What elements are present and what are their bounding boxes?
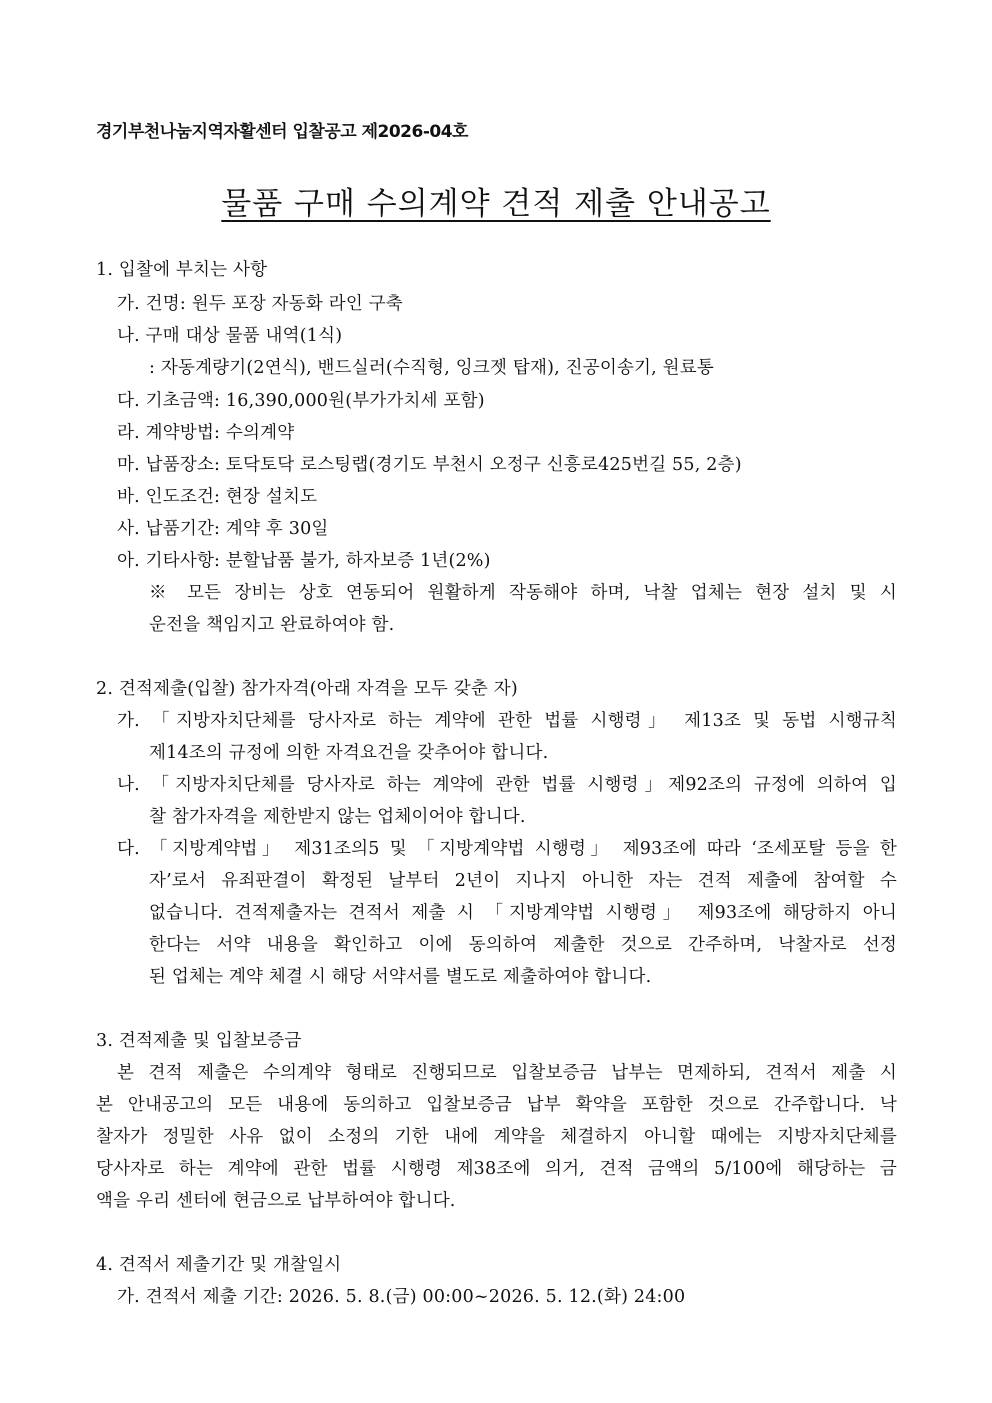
s3-paragraph-line-5: 액을 우리 센터에 현금으로 납부하여야 합니다. bbox=[96, 1191, 456, 1211]
section-1-heading: 1. 입찰에 부치는 사항 bbox=[96, 260, 268, 280]
section-3-heading: 3. 견적제출 및 입찰보증금 bbox=[96, 1031, 302, 1051]
s2-item-b-line-1: 나. 「지방자치단체를 당사자로 하는 계약에 관한 법률 시행령」제92조의 규정에 의하여 입 bbox=[117, 775, 897, 795]
s1-item-delivery-period: 사. 납품기간: 계약 후 30일 bbox=[117, 519, 329, 539]
s4-item-submission-period: 가. 견적서 제출 기간: 2026. 5. 8.(금) 00:00~2026. 5. 12.(화) 24:00 bbox=[117, 1287, 686, 1307]
s3-paragraph-line-1: 본 견적 제출은 수의계약 형태로 진행되므로 입찰보증금 납부는 면제하되, 견적서 제출 시 bbox=[117, 1063, 897, 1083]
s1-goods-detail: : 자동계량기(2연식), 밴드실러(수직형, 잉크젯 탑재), 진공이송기, 원료통 bbox=[149, 358, 714, 378]
s3-paragraph-line-3: 찰자가 정밀한 사유 없이 소정의 기한 내에 계약을 체결하지 아니할 때에는 지방자치단체를 bbox=[96, 1127, 897, 1147]
page-title bbox=[0, 178, 992, 223]
s2-item-c-line-2: 자’로서 유죄판결이 확정된 날부터 2년이 지나지 아니한 자는 견적 제출에 참여할 수 bbox=[149, 871, 897, 891]
s1-item-delivery-place: 마. 납품장소: 토닥토닥 로스팅랩(경기도 부천시 오정구 신흥로425번길 55, 2층) bbox=[117, 455, 742, 475]
s2-item-b-line-2: 찰 참가자격을 제한받지 않는 업체이어야 합니다. bbox=[149, 807, 526, 827]
s2-item-a-line-2: 제14조의 규정에 의한 자격요건을 갖추어야 합니다. bbox=[149, 743, 549, 763]
s1-note-line-2: 운전을 책임지고 완료하여야 함. bbox=[149, 615, 395, 635]
page-title-text: 물품 구매 수의계약 견적 제출 안내공고 bbox=[221, 186, 771, 222]
s1-item-delivery-terms: 바. 인도조건: 현장 설치도 bbox=[117, 487, 318, 507]
s1-item-goods: 나. 구매 대상 물품 내역(1식) bbox=[117, 326, 343, 346]
s2-item-c-line-4: 한다는 서약 내용을 확인하고 이에 동의하여 제출한 것으로 간주하며, 낙찰자로 선정 bbox=[149, 935, 897, 955]
section-4-heading: 4. 견적서 제출기간 및 개찰일시 bbox=[96, 1255, 342, 1275]
s1-note-line-1: ※ 모든 장비는 상호 연동되어 원활하게 작동해야 하며, 낙찰 업체는 현장 설치 및 시 bbox=[149, 583, 897, 603]
s2-item-c-line-5: 된 업체는 계약 체결 시 해당 서약서를 별도로 제출하여야 합니다. bbox=[149, 967, 652, 987]
section-2-heading: 2. 견적제출(입찰) 참가자격(아래 자격을 모두 갖춘 자) bbox=[96, 679, 518, 699]
s2-item-a-line-1: 가. 「지방자치단체를 당사자로 하는 계약에 관한 법률 시행령」 제13조 및 동법 시행규칙 bbox=[117, 711, 897, 731]
s1-item-base-price: 다. 기초금액: 16,390,000원(부가가치세 포함) bbox=[117, 391, 485, 411]
notice-number: 경기부천나눔지역자활센터 입찰공고 제2026-04호 bbox=[96, 122, 468, 142]
s2-item-c-line-3: 없습니다. 견적제출자는 견적서 제출 시 「지방계약법 시행령」 제93조에 해당하지 아니 bbox=[149, 903, 897, 923]
s3-paragraph-line-2: 본 안내공고의 모든 내용에 동의하고 입찰보증금 납부 확약을 포함한 것으로 간주합니다. 낙 bbox=[96, 1095, 897, 1115]
s1-item-etc: 아. 기타사항: 분할납품 불가, 하자보증 1년(2%) bbox=[117, 551, 491, 571]
s1-item-name: 가. 건명: 원두 포장 자동화 라인 구축 bbox=[117, 294, 403, 314]
s1-item-contract-method: 라. 계약방법: 수의계약 bbox=[117, 423, 295, 443]
s2-item-c-line-1: 다. 「지방계약법」 제31조의5 및 「지방계약법 시행령」 제93조에 따라 ‘조세포탈 등을 한 bbox=[117, 839, 897, 859]
s3-paragraph-line-4: 당사자로 하는 계약에 관한 법률 시행령 제38조에 의거, 견적 금액의 5/100에 해당하는 금 bbox=[96, 1159, 897, 1179]
